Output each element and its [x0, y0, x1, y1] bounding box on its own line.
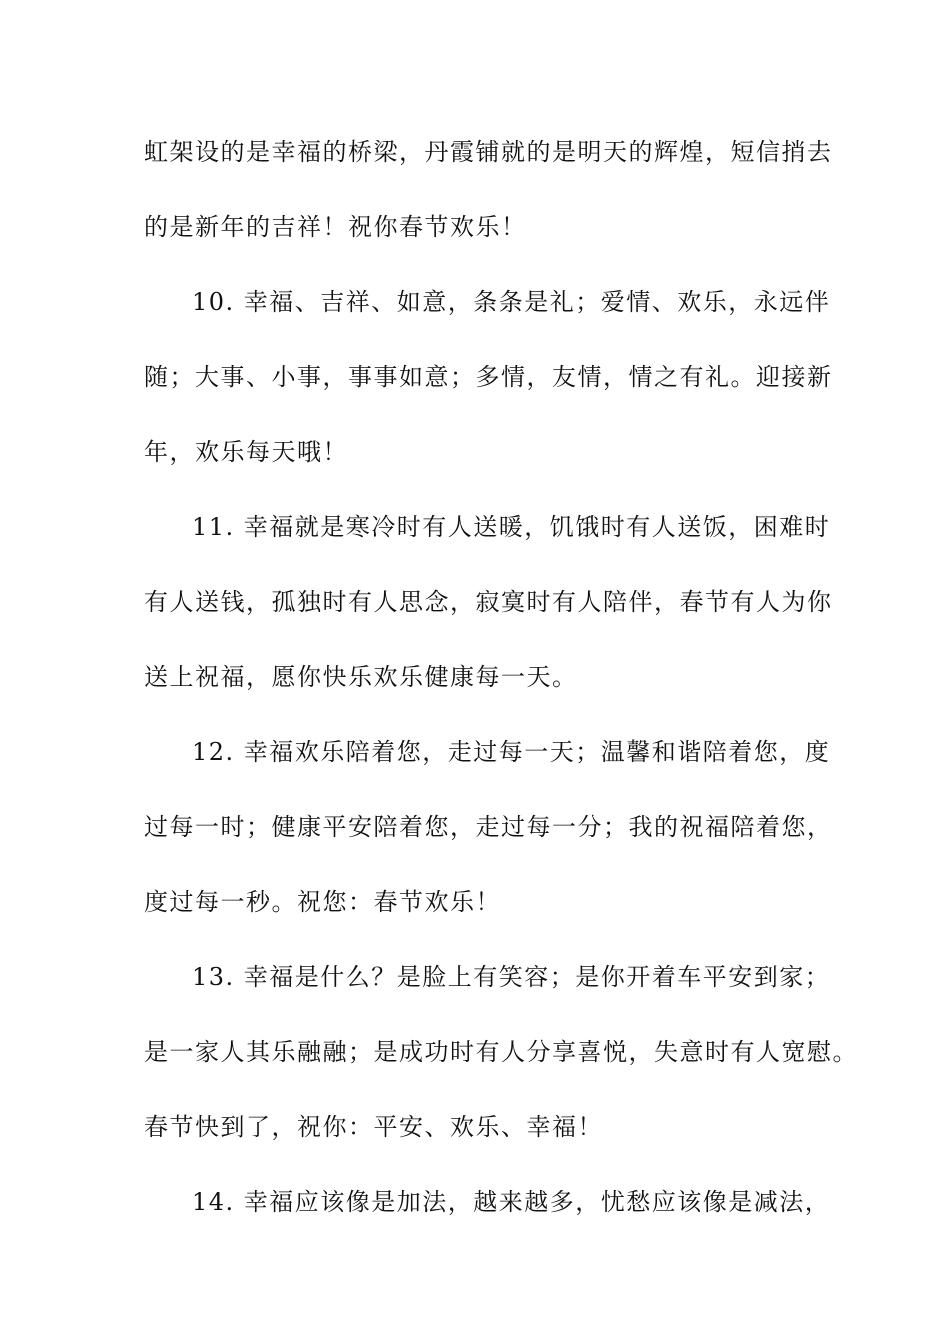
item-11-line-1: 11. 幸福就是寒冷时有人送暖，饥饿时有人送饭，困难时	[192, 513, 831, 541]
item-13-line-2: 是一家人其乐融融；是成功时有人分享喜悦，失意时有人宽慰。	[144, 1038, 858, 1066]
text-line-2: 的是新年的吉祥！祝你春节欢乐！	[144, 213, 527, 241]
item-12-line-3: 度过每一秒。祝您：春节欢乐！	[144, 888, 501, 916]
item-12-line-2: 过每一时；健康平安陪着您，走过每一分；我的祝福陪着您，	[144, 813, 833, 841]
item-13-line-1: 13. 幸福是什么？是脸上有笑容；是你开着车平安到家；	[192, 963, 831, 991]
item-14-line-1: 14. 幸福应该像是加法，越来越多，忧愁应该像是减法，	[192, 1188, 831, 1216]
item-11-line-3: 送上祝福，愿你快乐欢乐健康每一天。	[144, 663, 578, 691]
text-line-1: 虹架设的是幸福的桥梁，丹霞铺就的是明天的辉煌，短信捎去	[144, 138, 833, 166]
item-11-line-2: 有人送钱，孤独时有人思念，寂寞时有人陪伴，春节有人为你	[144, 588, 833, 616]
item-13-line-3: 春节快到了，祝你：平安、欢乐、幸福！	[144, 1113, 603, 1141]
item-10-line-1: 10. 幸福、吉祥、如意，条条是礼；爱情、欢乐，永远伴	[192, 288, 831, 316]
item-12-line-1: 12. 幸福欢乐陪着您，走过每一天；温馨和谐陪着您，度	[192, 738, 831, 766]
item-10-line-3: 年，欢乐每天哦！	[144, 438, 348, 466]
item-10-line-2: 随；大事、小事，事事如意；多情，友情，情之有礼。迎接新	[144, 363, 833, 391]
